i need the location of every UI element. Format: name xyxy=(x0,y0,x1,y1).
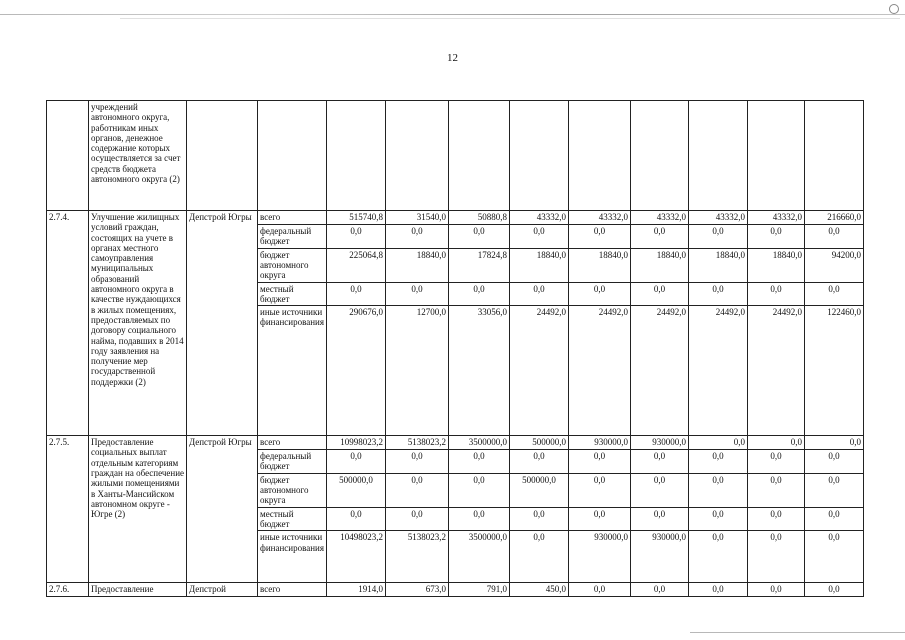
value-cell: 673,0 xyxy=(385,583,448,596)
source-label: всего xyxy=(258,211,327,225)
table-row xyxy=(47,583,864,596)
program-2-7-5 xyxy=(47,436,864,583)
value-cell: 0,0 xyxy=(509,531,568,583)
source-label: иные источники финансирования xyxy=(258,531,327,583)
value-cell: 0,0 xyxy=(448,507,509,531)
value-cell: 18840,0 xyxy=(630,248,688,282)
value-cell: 0,0 xyxy=(385,473,448,507)
value-cell: 216660,0 xyxy=(804,211,863,225)
value-cell: 0,0 xyxy=(688,450,747,474)
value-cell: 43332,0 xyxy=(630,211,688,225)
value-cell: 0,0 xyxy=(688,225,747,249)
continuation-text: учреждений автономного округа, работникам иных органов, денежное содержание которых осуществляется за счет средств бюджета автономного округа (2) xyxy=(89,101,187,211)
value-cell: 0,0 xyxy=(326,450,385,474)
value-cell: 0,0 xyxy=(804,507,863,531)
source-label: федеральный бюджет xyxy=(258,450,327,474)
value-cell: 24492,0 xyxy=(630,306,688,436)
value-cell: 290676,0 xyxy=(326,306,385,436)
value-cell: 0,0 xyxy=(385,507,448,531)
value-cell: 0,0 xyxy=(688,583,747,596)
value-cell: 33056,0 xyxy=(448,306,509,436)
value-cell: 930000,0 xyxy=(568,436,630,450)
value-cell: 0,0 xyxy=(326,225,385,249)
value-cell: 94200,0 xyxy=(804,248,863,282)
value-cell: 0,0 xyxy=(568,282,630,306)
value-cell: 930000,0 xyxy=(568,531,630,583)
value-cell: 0,0 xyxy=(747,583,804,596)
program-code: 2.7.6. xyxy=(47,583,89,596)
value-cell: 791,0 xyxy=(448,583,509,596)
value-cell: 500000,0 xyxy=(509,473,568,507)
scan-edge-line xyxy=(690,632,905,633)
value-cell: 0,0 xyxy=(747,282,804,306)
value-cell: 0,0 xyxy=(509,282,568,306)
program-code: 2.7.5. xyxy=(47,436,89,583)
value-cell: 17824,8 xyxy=(448,248,509,282)
value-cell: 0,0 xyxy=(448,450,509,474)
value-cell: 43332,0 xyxy=(747,211,804,225)
value-cell: 43332,0 xyxy=(509,211,568,225)
program-2-7-4 xyxy=(47,211,864,436)
value-cell: 0,0 xyxy=(688,531,747,583)
value-cell: 5138023,2 xyxy=(385,436,448,450)
program-executor: Депстрой Югры xyxy=(187,436,258,583)
value-cell: 0,0 xyxy=(747,225,804,249)
value-cell: 0,0 xyxy=(804,450,863,474)
value-cell: 3500000,0 xyxy=(448,436,509,450)
value-cell: 0,0 xyxy=(688,436,747,450)
value-cell: 0,0 xyxy=(448,473,509,507)
value-cell: 0,0 xyxy=(804,282,863,306)
value-cell: 0,0 xyxy=(326,507,385,531)
source-label: всего xyxy=(258,583,327,596)
source-label: бюджет автономного округа xyxy=(258,473,327,507)
value-cell: 10998023,2 xyxy=(326,436,385,450)
value-cell: 0,0 xyxy=(804,436,863,450)
value-cell: 0,0 xyxy=(630,583,688,596)
program-executor: Депстрой Югры xyxy=(187,211,258,436)
value-cell: 18840,0 xyxy=(385,248,448,282)
scan-edge-line xyxy=(120,18,900,19)
page-number: 12 xyxy=(447,52,458,64)
value-cell: 43332,0 xyxy=(568,211,630,225)
value-cell: 18840,0 xyxy=(688,248,747,282)
value-cell: 0,0 xyxy=(385,450,448,474)
program-code: 2.7.4. xyxy=(47,211,89,436)
value-cell: 24492,0 xyxy=(509,306,568,436)
value-cell: 0,0 xyxy=(747,473,804,507)
value-cell: 0,0 xyxy=(747,531,804,583)
program-name: Предоставление xyxy=(89,583,187,596)
table-row xyxy=(47,436,864,450)
value-cell: 930000,0 xyxy=(630,436,688,450)
code-cell xyxy=(47,101,89,211)
value-cell: 0,0 xyxy=(568,473,630,507)
executor-cell xyxy=(187,101,258,211)
value-cell: 0,0 xyxy=(448,282,509,306)
program-executor: Депстрой xyxy=(187,583,258,596)
source-label: всего xyxy=(258,436,327,450)
value-cell: 0,0 xyxy=(630,473,688,507)
value-cell: 0,0 xyxy=(804,473,863,507)
program-name: Предоставление социальных выплат отдельным категориям граждан на обеспечение жилыми помещениями в Ханты-Мансийском автономном округе - Югре (2) xyxy=(89,436,187,583)
value-cell: 18840,0 xyxy=(509,248,568,282)
source-label: местный бюджет xyxy=(258,507,327,531)
value-cell: 0,0 xyxy=(630,450,688,474)
scan-edge-line xyxy=(0,14,905,15)
value-cell: 450,0 xyxy=(509,583,568,596)
source-label: бюджет автономного округа xyxy=(258,248,327,282)
value-cell: 0,0 xyxy=(747,450,804,474)
value-cell: 0,0 xyxy=(747,507,804,531)
source-label: местный бюджет xyxy=(258,282,327,306)
value-cell: 0,0 xyxy=(509,225,568,249)
program-2-7-6 xyxy=(47,583,864,596)
continuation-row xyxy=(47,101,864,211)
value-cell: 1914,0 xyxy=(326,583,385,596)
value-cell: 0,0 xyxy=(509,507,568,531)
value-cell: 0,0 xyxy=(630,225,688,249)
value-cell: 12700,0 xyxy=(385,306,448,436)
value-cell: 0,0 xyxy=(568,450,630,474)
value-cell: 5138023,2 xyxy=(385,531,448,583)
value-cell: 18840,0 xyxy=(568,248,630,282)
value-cell: 0,0 xyxy=(385,282,448,306)
budget-table xyxy=(46,100,864,597)
value-cell: 0,0 xyxy=(747,436,804,450)
value-cell: 0,0 xyxy=(804,531,863,583)
value-cell: 24492,0 xyxy=(688,306,747,436)
value-cell: 50880,8 xyxy=(448,211,509,225)
value-cell: 0,0 xyxy=(630,507,688,531)
source-label: федеральный бюджет xyxy=(258,225,327,249)
value-cell: 122460,0 xyxy=(804,306,863,436)
value-cell: 0,0 xyxy=(448,225,509,249)
punch-hole-mark xyxy=(889,4,899,14)
value-cell: 0,0 xyxy=(509,450,568,474)
value-cell: 43332,0 xyxy=(688,211,747,225)
value-cell: 930000,0 xyxy=(630,531,688,583)
table-row xyxy=(47,211,864,225)
source-label: иные источники финансирования xyxy=(258,306,327,436)
value-cell: 0,0 xyxy=(688,473,747,507)
value-cell: 0,0 xyxy=(568,583,630,596)
value-cell: 18840,0 xyxy=(747,248,804,282)
value-cell: 500000,0 xyxy=(509,436,568,450)
value-cell: 0,0 xyxy=(326,282,385,306)
value-cell: 0,0 xyxy=(804,583,863,596)
value-cell: 0,0 xyxy=(630,282,688,306)
value-cell: 24492,0 xyxy=(747,306,804,436)
value-cell: 0,0 xyxy=(688,282,747,306)
value-cell: 225064,8 xyxy=(326,248,385,282)
value-cell: 10498023,2 xyxy=(326,531,385,583)
value-cell: 3500000,0 xyxy=(448,531,509,583)
program-name: Улучшение жилищных условий граждан, состоящих на учете в органах местного самоуправления муниципальных образований автономного округа в качестве нуждающихся в жилых помещениях, предоставляемых по договору социального найма, подавших в 2014 году заявления на получение мер государственной поддержки (2) xyxy=(89,211,187,436)
value-cell: 515740,8 xyxy=(326,211,385,225)
value-cell: 24492,0 xyxy=(568,306,630,436)
value-cell: 500000,0 xyxy=(326,473,385,507)
value-cell: 0,0 xyxy=(688,507,747,531)
value-cell: 0,0 xyxy=(568,225,630,249)
value-cell: 31540,0 xyxy=(385,211,448,225)
value-cell: 0,0 xyxy=(385,225,448,249)
value-cell: 0,0 xyxy=(804,225,863,249)
value-cell: 0,0 xyxy=(568,507,630,531)
